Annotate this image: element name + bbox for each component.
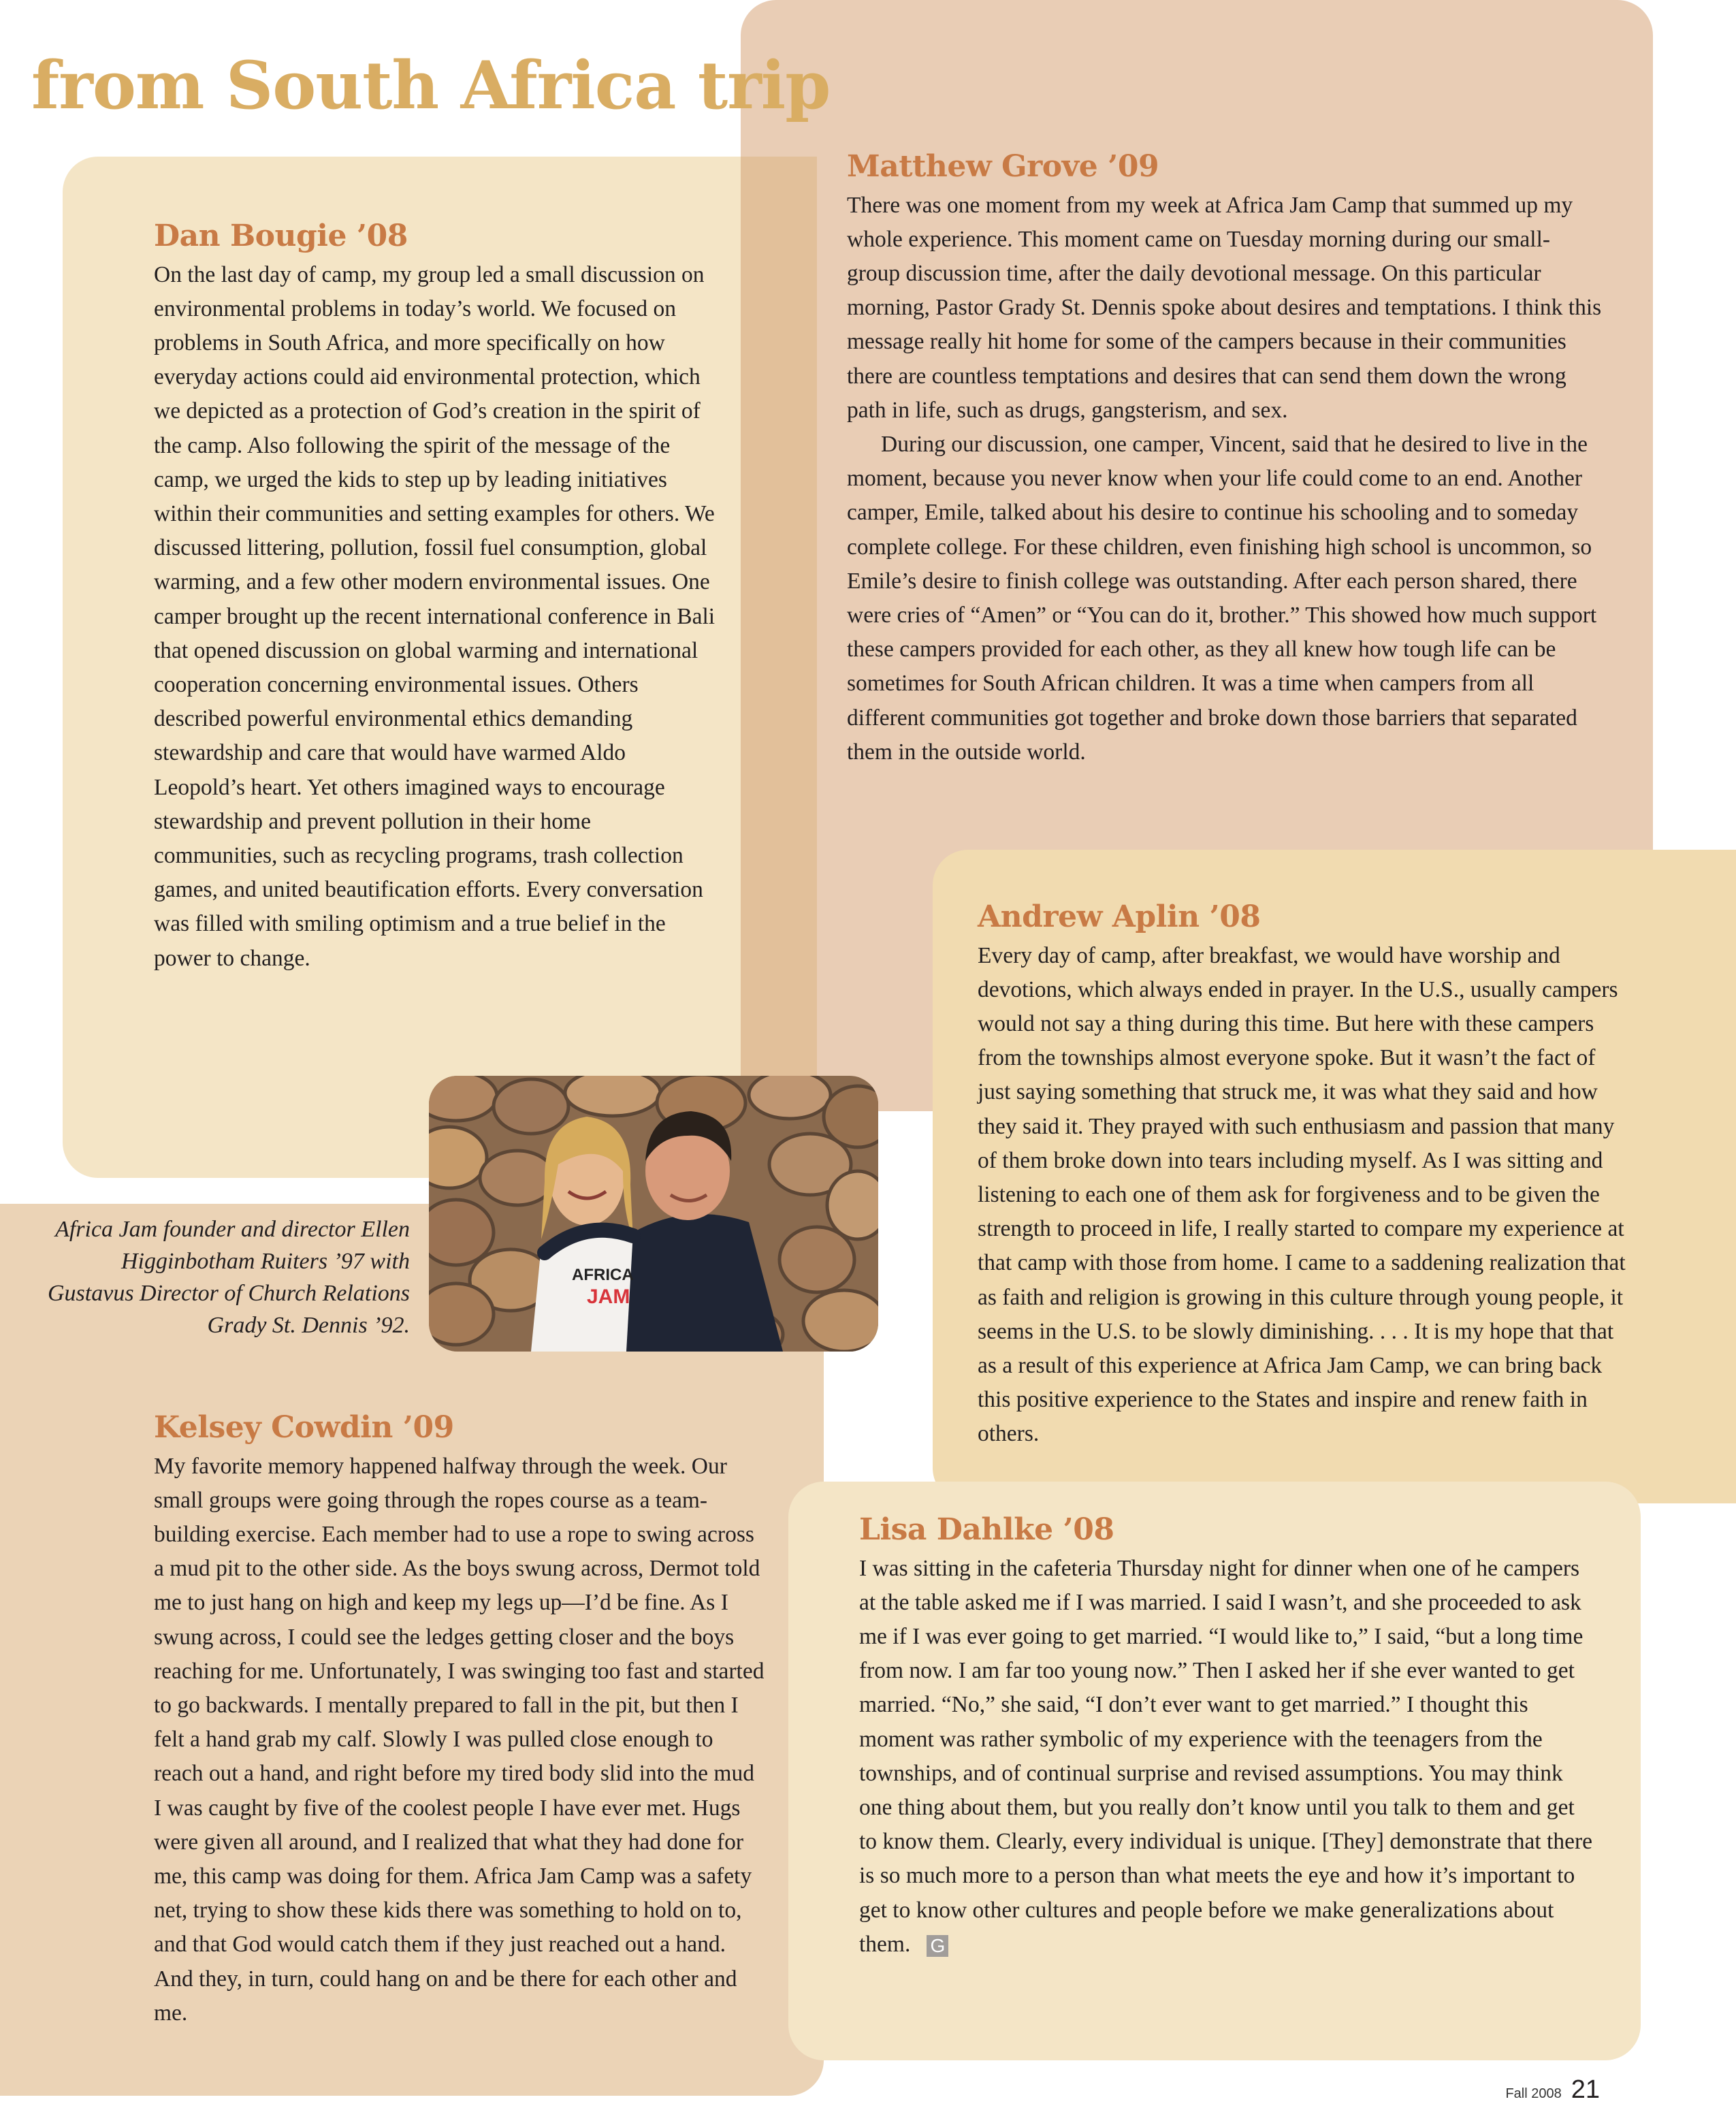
page-footer <box>1505 2075 1600 2105</box>
story-paragraph <box>859 1552 1594 1962</box>
page-number: 21 <box>1571 2075 1600 2104</box>
story-paragraph: On the last day of camp, my group led a small discussion on environmental problems in today’s world. We focused on problems in South Africa, and more specifically on how everyday actions could aid environmental protection, which we depicted as a protection of God’s creation in the spirit of the camp. Also following the spirit of the message of the camp, we urged the kids to step up by leading initiatives within their communities and setting examples for others. We discussed littering, pollution, fossil fuel consumption, global warming, and a few other modern environmental issues. One camper brought up the recent international conference in Bali that opened discussion on global warming and international cooperation concerning environmental issues. Others described powerful environmental ethics demanding stewardship and care that would have warmed Aldo Leopold’s heart. Yet others imagined ways to encourage stewardship and prevent pollution in their home communities, such as recycling programs, trash collection games, and united beautification efforts. Every conversation was filled with smiling optimism and a true belief in the power to change. <box>154 261 716 971</box>
issue-label: Fall 2008 <box>1505 2086 1562 2101</box>
panel-overlap <box>741 157 817 1111</box>
shirt-logo-line2: JAM <box>587 1285 630 1308</box>
byline-dan: Dan Bougie ’08 <box>154 219 408 253</box>
page-title: from South Africa trip <box>31 47 831 124</box>
story-matthew <box>847 150 1603 769</box>
byline-lisa: Lisa Dahlke ’08 <box>859 1512 1114 1547</box>
story-paragraph: My favorite memory happened halfway through the week. Our small groups were going through the ropes course as a team-building exercise. Each member had to use a rope to swing across a mud pit to the other side. As the boys swung across, Dermot told me to just hang on high and keep my legs up—I’d be fine. As I swung across, I could see the ledges getting closer and the boys reaching for me. Unfortunately, I was swinging too fast and started to go backwards. I mentally prepared to fall in the pit, but then I felt a hand grab my calf. Slowly I was pulled close enough to reach out a hand, and right before my tired body slid into the mud I was caught by five of the coolest people I have ever met. Hugs were given all around, and I realized that what they had done for me, this camp was doing for them. Africa Jam Camp was a safety net, trying to show these kids there was something to hold on to, and that God would catch them if they just reached out a hand. And they, in turn, could hang on and be there for each other and me. <box>154 1453 765 2026</box>
byline-matthew: Matthew Grove ’09 <box>847 149 1159 184</box>
byline-andrew: Andrew Aplin ’08 <box>978 899 1261 934</box>
story-paragraph: Every day of camp, after breakfast, we would have worship and devotions, which always ended in prayer. In the U.S., usually campers would not say a thing during this time. But here with these campers from the townships almost everyone spoke. But it wasn’t the fact of just saying something that struck me, it was what they said and how they said it. They prayed with such enthusiasm and passion that many of them broke down into tears including myself. As I was sitting and listening to each one of them ask for forgiveness and to be given the strength to proceed in life, I really started to compare my experience at that camp with those from home. I came to a saddening realization that as faith and religion is growing in this culture through young people, it seems in the U.S. to be slowly diminishing. . . . It is my hope that that as a result of this experience at Africa Jam Camp, we can bring back this positive experience to the States and inspire and renew faith in others. <box>978 942 1626 1447</box>
camp-photo <box>429 1076 878 1352</box>
end-mark-icon: G <box>927 1935 948 1957</box>
photo-caption: Africa Jam founder and director Ellen Higginbotham Ruiters ’97 with Gustavus Director of Church Relations Grady St. Dennis ’92. <box>48 1217 410 1338</box>
story-andrew <box>978 900 1631 1452</box>
story-kelsey <box>154 1411 767 2030</box>
byline-kelsey: Kelsey Cowdin ’09 <box>154 1410 454 1445</box>
story-lisa <box>859 1513 1594 1962</box>
story-dan <box>154 219 719 976</box>
story-paragraph: During our discussion, one camper, Vincent, said that he desired to live in the moment, because you never know when your life could come to an end. Another camper, Emile, talked about his desire to continue his schooling and to someday complete college. For these children, even finishing high school is uncommon, so Emile’s desire to finish college was outstanding. After each person shared, there were cries of “Amen” or “You can do it, brother.” This showed how much support these campers provided for each other, as they all knew how tough life can be sometimes for South African children. It was a time when campers from all different communities got together and broke down those barriers that separated them in the outside world. <box>847 432 1597 765</box>
shirt-logo-line1: AFRICA <box>572 1266 634 1284</box>
story-paragraph: There was one moment from my week at Africa Jam Camp that summed up my whole experience. This moment came on Tuesday morning during our small-group discussion time, after the daily devotional message. On this particular morning, Pastor Grady St. Dennis spoke about desires and temptations. I think this message really hit home for some of the campers because in their communities there are countless temptations and desires that can send them down the wrong path in life, such as drugs, gangsterism, and sex. <box>847 192 1602 423</box>
story-paragraph-text: I was sitting in the cafeteria Thursday night for dinner when one of he campers at the table asked me if I was married. I said I wasn’t, and she proceeded to ask me if I was ever going to get married. “I would like to,” I said, “but a long time from now. I am far too young now.” Then I asked her if she ever wanted to get married. “No,” she said, “I don’t ever want to get married.” I thought this moment was rather symbolic of my experience with the teenagers from the townships, and of continual surprise and revised assumptions. You may think one thing about them, but you really don’t know until you talk to them and get to know them. Clearly, every individual is unique. [They] demonstrate that there is so much more to a person than what meets the eye and how it’s important to get to know other cultures and people before we make generalizations about them. <box>859 1555 1592 1957</box>
